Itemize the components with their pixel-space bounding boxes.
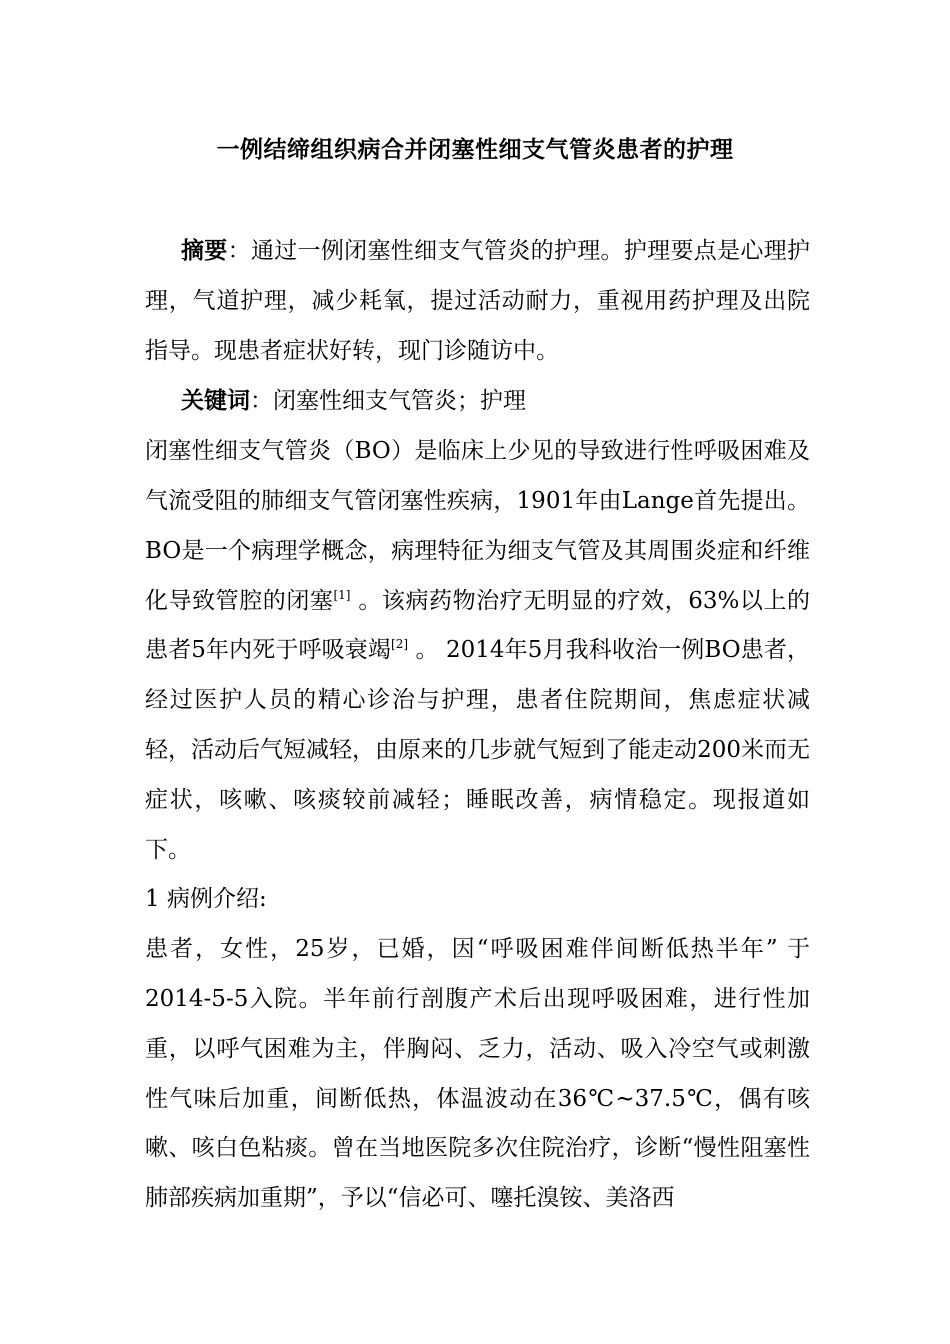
intro-text-part3: 。 2014年5月我科收治一例BO患者，经过医护人员的精心诊治与护理，患者住院期间，焦虑症状减轻，活动后气短减轻，由原来的几步就气短到了能走动200米而无症状，咳嗽、咳痰较前减轻；睡眠改善，病情稳定。现报道如下。 <box>145 637 810 863</box>
intro-text-part2: 。该病药物治疗无明显的疗效，63%以上的患者5年内死于呼吸衰竭 <box>145 587 810 664</box>
intro-text-part1: 闭塞性细支气管炎（BO）是临床上少见的导致进行性呼吸困难及气流受阻的肺细支气管闭塞性疾病，1901年由Lange首先提出。BO是一个病理学概念，病理特征为细支气管及其周围炎症和纤维化导致管腔的闭塞 <box>145 438 810 614</box>
keywords-label: 关键词 <box>181 387 250 415</box>
document-title: 一例结缔组织病合并闭塞性细支气管炎患者的护理 <box>216 136 734 163</box>
intro-paragraph <box>145 427 810 875</box>
keywords-paragraph <box>145 376 810 427</box>
section-1-heading: 1 病例介绍: <box>145 886 267 913</box>
keywords-text: 闭塞性细支气管炎；护理 <box>273 388 526 415</box>
document-body <box>145 226 810 1224</box>
abstract-separator: ： <box>227 238 251 264</box>
section-1-text: 患者，女性，25岁，已婚，因“呼吸困难伴间断低热半年” 于2014-5-5入院。半年前行剖腹产术后出现呼吸困难，进行性加重，以呼气困难为主，伴胸闷、乏力，活动、吸入冷空气或刺激性气味后加重，间断低热，体温波动在36℃~37.5℃，偶有咳嗽、咳白色粘痰。曾在当地医院多次住院治疗，诊断“慢性阻塞性肺部疾病加重期”，予以“信必可、噻托溴铵、美洛西 <box>145 936 810 1212</box>
abstract-text: 通过一例闭塞性细支气管炎的护理。护理要点是心理护理，气道护理，减少耗氧，提过活动耐力，重视用药护理及出院指导。现患者症状好转，现门诊随访中。 <box>145 238 811 364</box>
abstract-paragraph <box>145 226 810 376</box>
citation-1: [1] <box>333 587 351 602</box>
keywords-separator: ： <box>250 388 273 415</box>
abstract-label: 摘要 <box>181 237 228 264</box>
citation-2: [2] <box>391 637 409 652</box>
